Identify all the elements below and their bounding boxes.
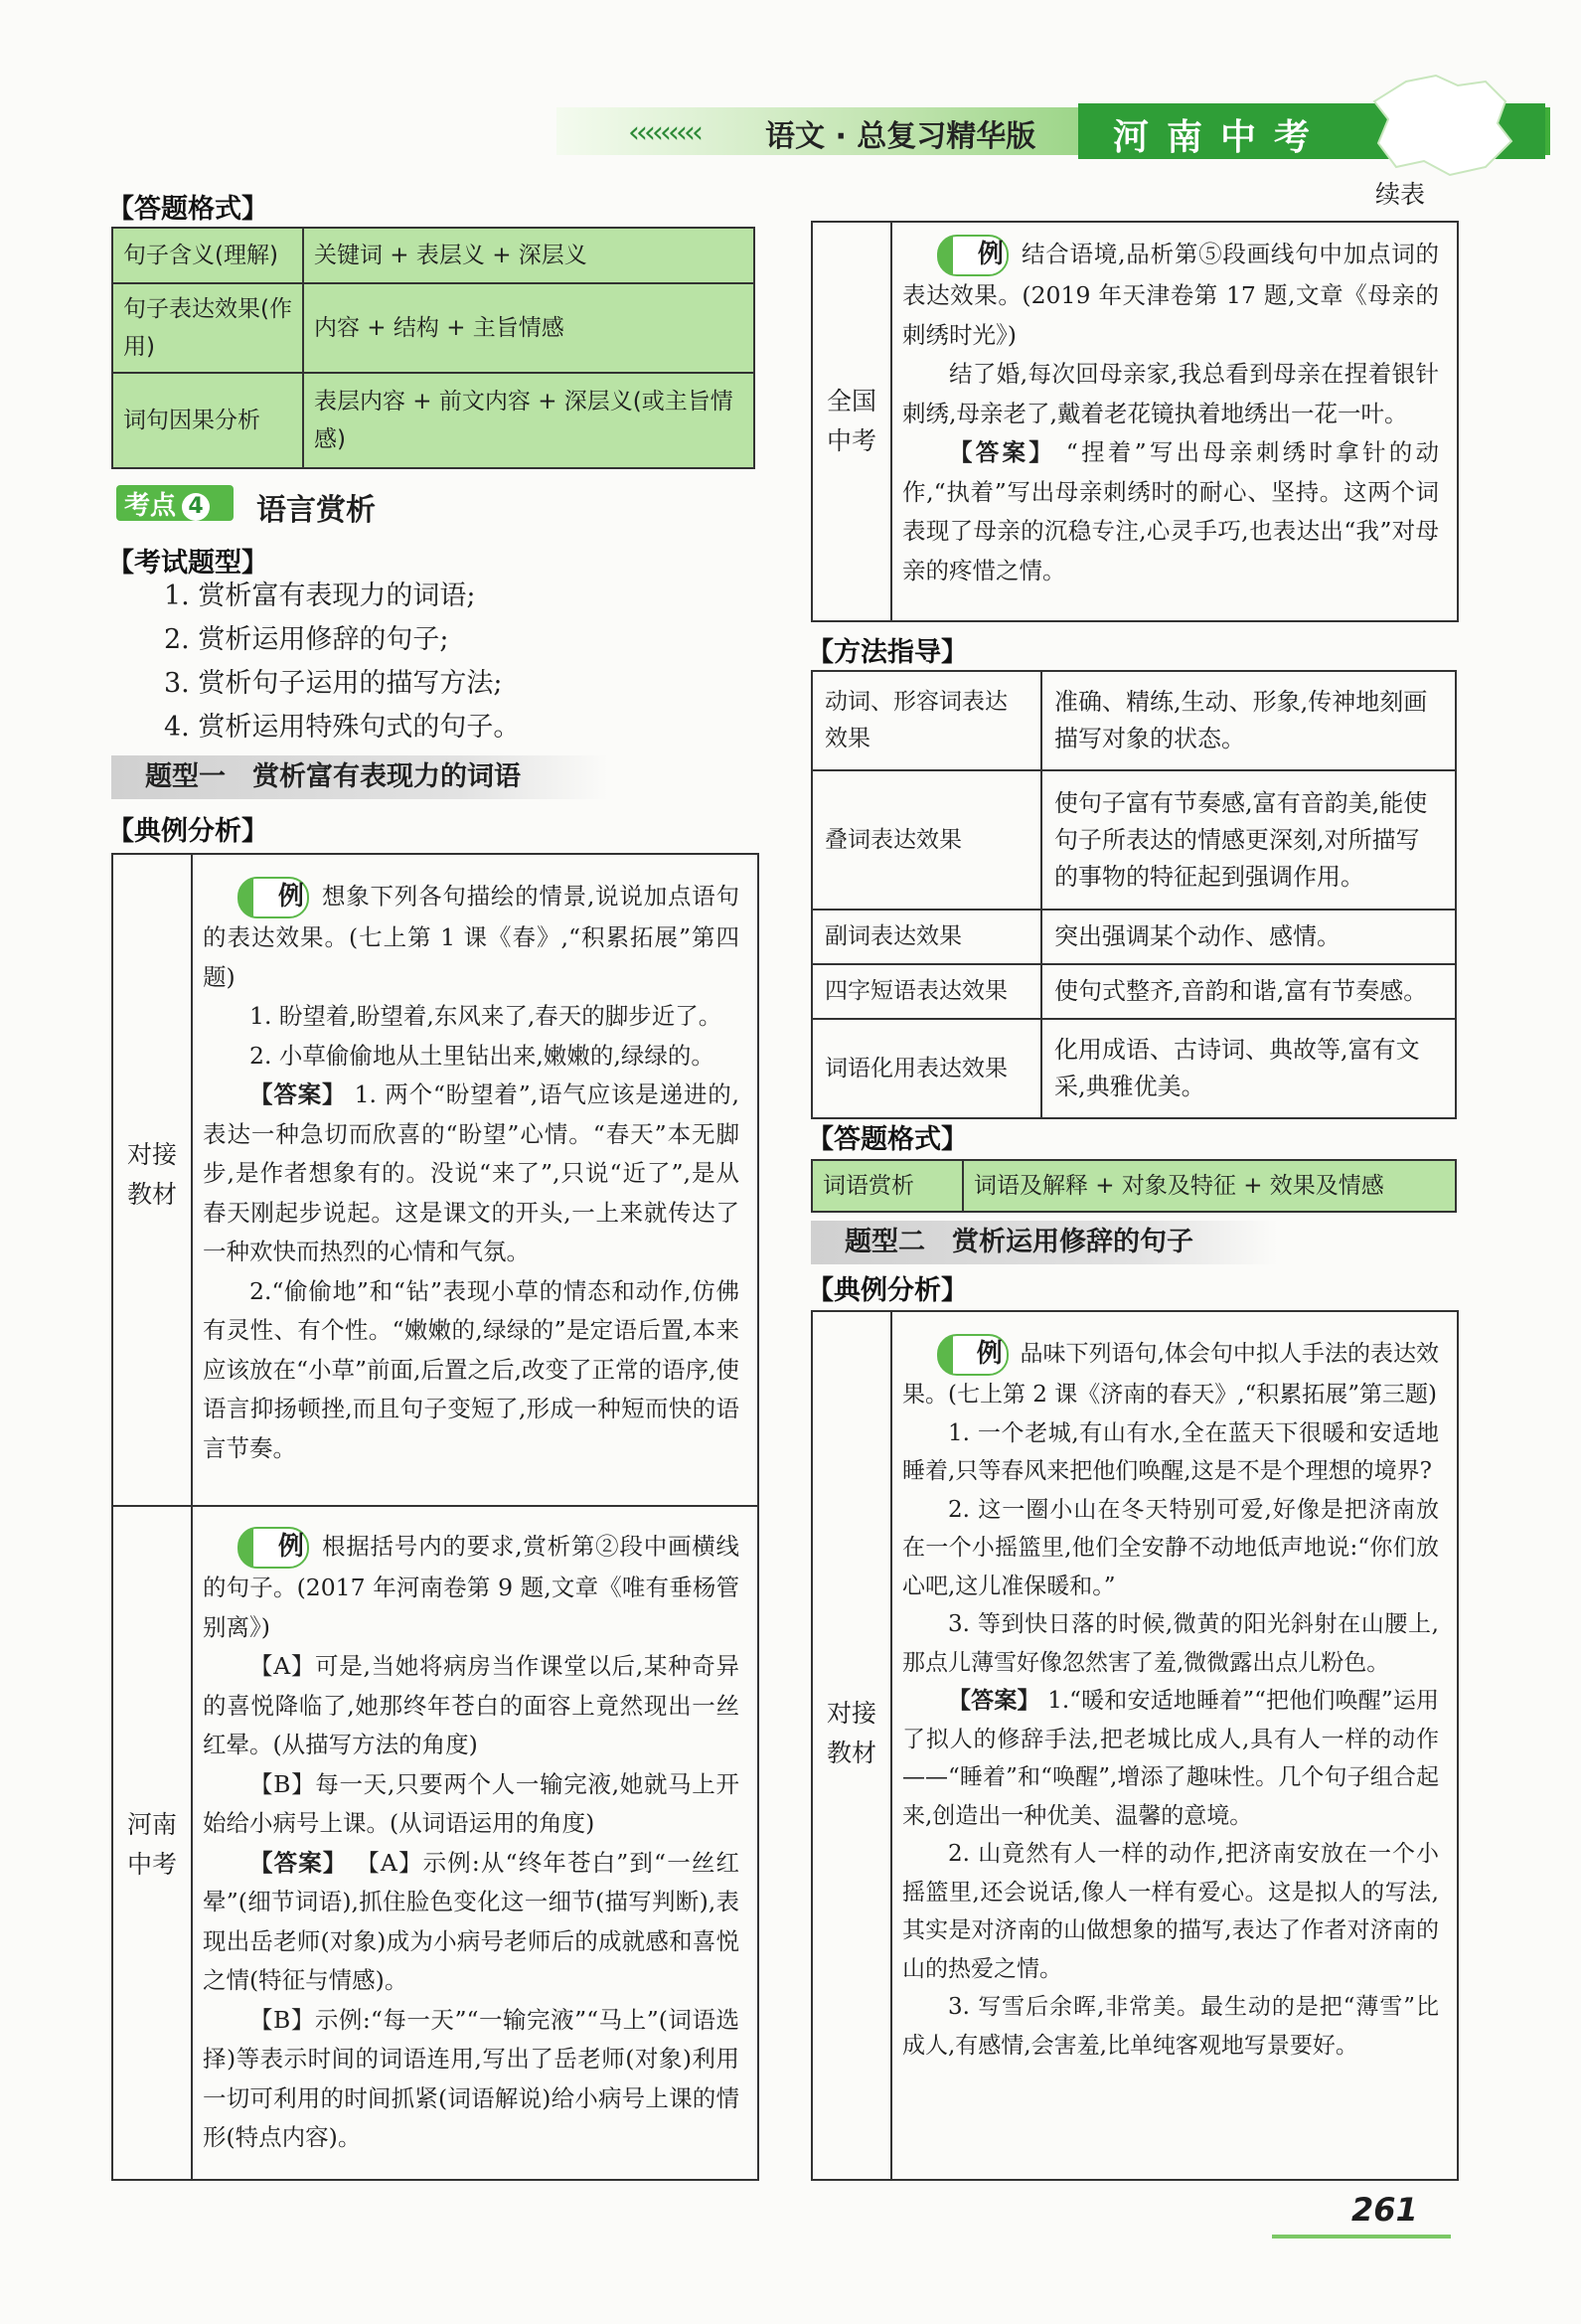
format-key: 词语赏析 [812, 1160, 963, 1212]
table-row [812, 910, 1456, 964]
format-table [111, 227, 755, 469]
kaodian-label: 考点 [124, 491, 177, 521]
format-value: 表层内容 + 前文内容 + 深层义(或主旨情感) [303, 373, 754, 468]
ex2-label: 河南中考 [126, 1810, 177, 1879]
method-value: 突出强调某个动作、感情。 [1041, 910, 1456, 964]
method-key: 叠词表达效果 [812, 770, 1041, 910]
format-key: 句子含义(理解) [112, 228, 303, 283]
answer-label: 【答案】 [949, 438, 1056, 466]
format-heading: 【答题格式】 [107, 194, 268, 225]
answer-label: 【答案】 [948, 1688, 1040, 1714]
table-row [812, 770, 1456, 910]
example-box-left [111, 853, 759, 2181]
table-row [812, 964, 1456, 1019]
ex2-content [203, 1527, 739, 2158]
method-value: 准确、精练,生动、形象,传神地刻画描写对象的状态。 [1041, 671, 1456, 770]
example-badge: 例 [937, 235, 1009, 276]
list-item: 3. 赏析句子运用的描写方法; [164, 668, 503, 699]
method-key: 动词、形容词表达效果 [812, 671, 1041, 770]
example-box-right [811, 1310, 1459, 2181]
ex2-sentence: 【B】每一天,只要两个人一输完液,她就马上开始给小病号上课。(从词语运用的角度) [203, 1769, 739, 1837]
header-arrows: ‹‹‹‹‹‹‹‹‹ [628, 115, 700, 150]
exam-heading: 【考试题型】 [107, 548, 268, 579]
format-key: 句子表达效果(作用) [112, 283, 303, 373]
example-box-right-top [811, 221, 1459, 622]
kaodian-title: 语言赏析 [256, 493, 376, 528]
ex4-question: 品味下列语句,体会句中拟人手法的表达效果。(七上第 2 课《济南的春天》,“积累拓展”第三题) [902, 1341, 1439, 1408]
ex3-sentence: 结了婚,每次回母亲家,我总看到母亲在捏着银针刺绣,母亲老了,戴着老花镜执着地绣出一花一叶。 [902, 360, 1439, 427]
table-row [112, 228, 754, 283]
format-key: 词句因果分析 [112, 373, 303, 468]
ex4-sentence: 2. 这一圈小山在冬天特别可爱,好像是把济南放在一个小摇篮里,他们全安静不动地低声地说:“你们放心吧,这儿准保暖和。” [902, 1496, 1439, 1599]
continued-label: 续表 [1375, 180, 1426, 209]
example-badge: 例 [237, 877, 309, 918]
page-number: 261 [1351, 2191, 1418, 2229]
method-value: 化用成语、古诗词、典故等,富有文采,典雅优美。 [1041, 1019, 1456, 1118]
page-number-underline [1272, 2235, 1451, 2239]
divider [113, 1505, 757, 1507]
list-item: 2. 赏析运用修辞的句子; [164, 624, 449, 655]
divider [191, 855, 193, 2179]
table-row [812, 671, 1456, 770]
ex3-answer: “捏着”写出母亲刺绣时拿针的动作,“执着”写出母亲刺绣时的耐心、坚持。这两个词表现了母亲的沉稳专注,心灵手巧,也表达出“我”对母亲的疼惜之情。 [902, 438, 1439, 584]
ex1-answer: 2.“偷偷地”和“钻”表现小草的情态和动作,仿佛有灵性、有个性。“嫩嫩的,绿绿的”是定语后置,本来应该放在“小草”前面,后置之后,改变了正常的语序,使语言抑扬顿挫,而且句子变短了,形成一种短而快的语言节奏。 [203, 1276, 739, 1462]
ex2-answer: 【A】示例:从“终年苍白”到“一丝红晕”(细节词语),抓住脸色变化这一细节(描写判断),表现出岳老师(对象)成为小病号老师后的成就感和喜悦之情(特征与情感)。 [203, 1848, 739, 1994]
format-table-right [811, 1159, 1457, 1213]
method-heading: 【方法指导】 [807, 637, 968, 668]
example-badge: 例 [937, 1334, 1009, 1376]
ex4-answer: 1.“暖和安适地睡着”“把他们唤醒”运用了拟人的修辞手法,把老城比成人,具有人一样的动作——“睡着”和“唤醒”,增添了趣味性。几个句子组合起来,创造出一种优美、温馨的意境。 [902, 1688, 1440, 1829]
answer-label: 【答案】 [249, 1080, 347, 1108]
ex1-content [203, 877, 739, 1468]
kaodian-badge [116, 485, 234, 521]
henan-map-icon [1366, 72, 1515, 181]
ex4-answer: 3. 写雪后余晖,非常美。最生动的是把“薄雪”比成人,有感情,会害羞,比单纯客观地写景要好。 [902, 1994, 1439, 2059]
kaodian-number: 4 [182, 493, 210, 521]
type1-title: 题型一 赏析富有表现力的词语 [111, 755, 608, 799]
ex3-label: 全国中考 [826, 387, 876, 455]
ex4-content [902, 1334, 1439, 2065]
method-value: 使句式整齐,音韵和谐,富有节奏感。 [1041, 964, 1456, 1019]
ex3-question: 结合语境,品析第⑤段画线句中加点词的表达效果。(2019 年天津卷第 17 题,文章《母亲的刺绣时光》) [902, 240, 1439, 349]
format-value: 内容 + 结构 + 主旨情感 [303, 283, 754, 373]
ex2-question: 根据括号内的要求,赏析第②段中画横线的句子。(2017 年河南卷第 9 题,文章《唯有垂杨管别离》) [203, 1532, 739, 1641]
exam-list [164, 575, 520, 749]
ex4-label: 对接教材 [826, 1699, 876, 1767]
table-row [812, 1019, 1456, 1118]
format-value: 词语及解释 + 对象及特征 + 效果及情感 [963, 1160, 1456, 1212]
example-heading: 【典例分析】 [107, 816, 268, 847]
book-title: 语文 · 总复习精华版 [765, 119, 1036, 154]
ex4-answer: 2. 山竟然有人一样的动作,把济南安放在一个小摇篮里,还会说话,像人一样有爱心。这是拟人的写法,其实是对济南的山做想象的描写,表达了作者对济南的山的热爱之情。 [902, 1841, 1439, 1982]
example-heading-right: 【典例分析】 [807, 1275, 968, 1306]
type2-title: 题型二 赏析运用修辞的句子 [811, 1221, 1278, 1264]
ex3-content [902, 235, 1439, 590]
list-item: 4. 赏析运用特殊句式的句子。 [164, 712, 521, 743]
brand-title: 河南中考 [1113, 117, 1329, 158]
format-heading-right: 【答题格式】 [807, 1124, 968, 1155]
divider [890, 1312, 892, 2179]
method-value: 使句子富有节奏感,富有音韵美,能使句子所表达的情感更深刻,对所描写的事物的特征起到强调作用。 [1041, 770, 1456, 910]
method-key: 四字短语表达效果 [812, 964, 1041, 1019]
ex1-question: 想象下列各句描绘的情景,说说加点语句的表达效果。(七上第 1 课《春》,“积累拓展”第四题) [203, 882, 739, 991]
ex2-answer: 【B】示例:“每一天”“一输完液”“马上”(词语选择)等表示时间的词语连用,写出了岳老师(对象)利用一切可利用的时间抓紧(词语解说)给小病号上课的情形(特点内容)。 [203, 2005, 739, 2151]
ex4-sentence: 3. 等到快日落的时候,微黄的阳光斜射在山腰上,那点儿薄雪好像忽然害了羞,微微露出点儿粉色。 [902, 1611, 1439, 1676]
page-header [0, 0, 1581, 189]
answer-label: 【答案】 [249, 1848, 348, 1877]
ex1-sentence: 1. 盼望着,盼望着,东风来了,春天的脚步近了。 [249, 1002, 722, 1030]
method-key: 词语化用表达效果 [812, 1019, 1041, 1118]
table-row [112, 373, 754, 468]
ex2-sentence: 【A】可是,当她将病房当作课堂以后,某种奇异的喜悦降临了,她那终年苍白的面容上竟然现出一丝红晕。(从描写方法的角度) [203, 1652, 739, 1758]
method-key: 副词表达效果 [812, 910, 1041, 964]
ex1-label: 对接教材 [126, 1140, 177, 1209]
table-row [812, 1160, 1456, 1212]
divider [890, 223, 892, 620]
method-table [811, 670, 1457, 1119]
table-row [112, 283, 754, 373]
list-item: 1. 赏析富有表现力的词语; [164, 581, 476, 611]
ex4-sentence: 1. 一个老城,有山有水,全在蓝天下很暖和安适地睡着,只等春风来把他们唤醒,这是不是个理想的境界? [902, 1419, 1439, 1484]
format-value: 关键词 + 表层义 + 深层义 [303, 228, 754, 283]
example-badge: 例 [237, 1527, 309, 1569]
ex1-answer: 1. 两个“盼望着”,语气应该是递进的,表达一种急切而欣喜的“盼望”心情。“春天”本无脚步,是作者想象有的。没说“来了”,只说“近了”,是从春天刚起步说起。这是课文的开头,一上来就传达了一种欢快而热烈的心情和气氛。 [203, 1080, 740, 1265]
ex1-sentence: 2. 小草偷偷地从土里钻出来,嫩嫩的,绿绿的。 [249, 1041, 714, 1070]
